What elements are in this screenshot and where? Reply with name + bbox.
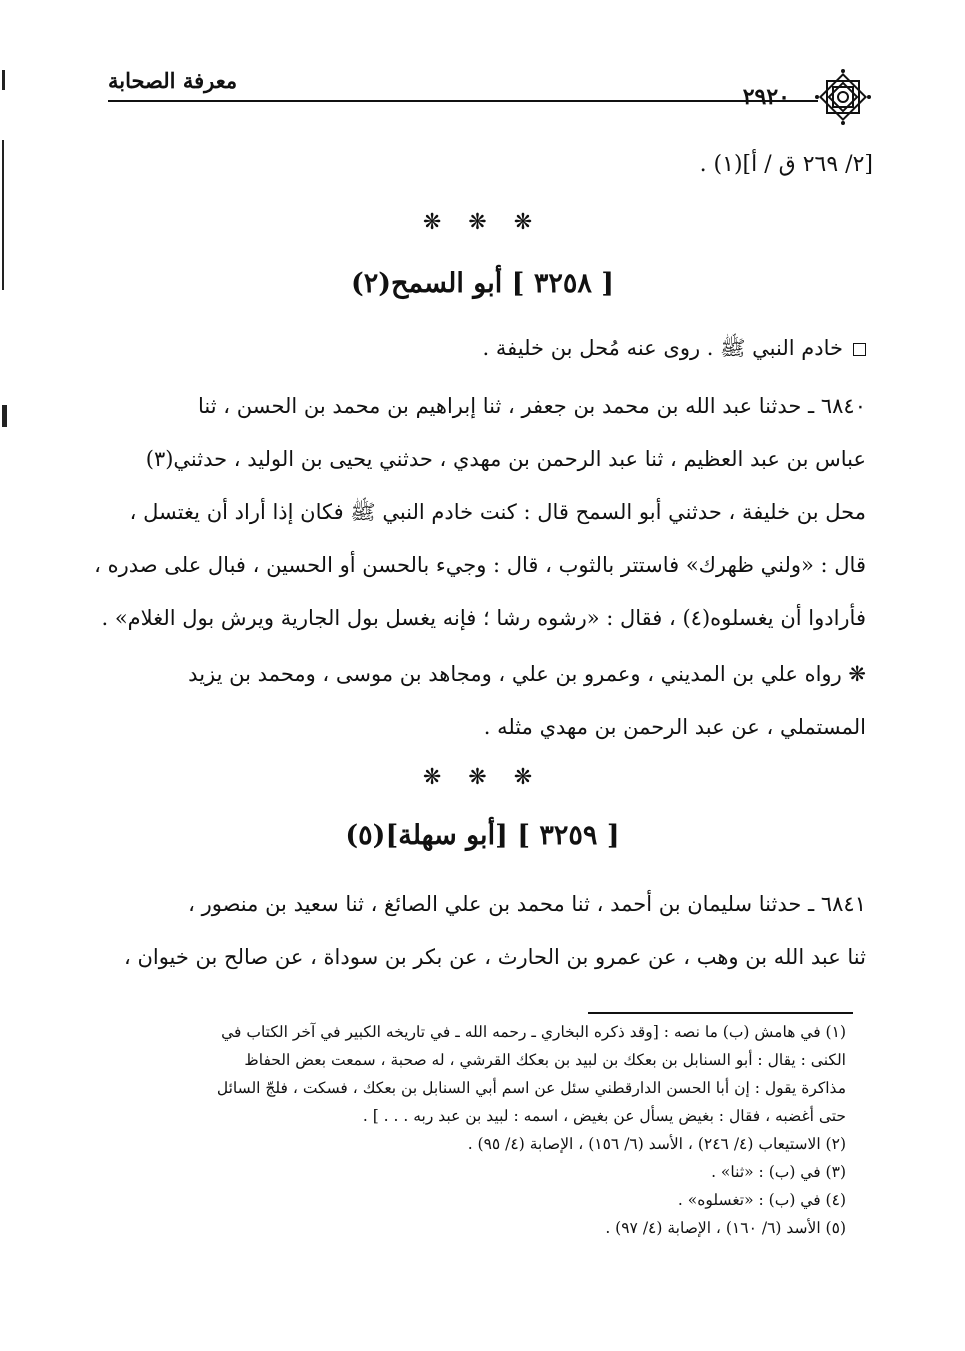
footnote-3 [94,1158,846,1186]
footnote-line: (٢) الاستيعاب (٤/ ٢٤٦) ، الأسد (٦/ ١٥٦) ، الإصابة (٤/ ٩٥) . [467,1135,846,1153]
text-line: المستملي ، عن عبد الرحمن بن مهدي مثله . [483,715,866,739]
section-separator: ❋ ❋ ❋ [422,210,543,235]
page-header [108,60,868,110]
footnote-2 [94,1130,846,1158]
section-separator: ❋ ❋ ❋ [422,765,543,790]
footnote-4 [94,1186,846,1214]
narration-note [92,648,866,754]
footnote-line: (٤) في (ب) : «تغسلوه» . [677,1191,846,1209]
footnote-line: (٣) في (ب) : «ثنا» . [711,1163,846,1181]
ornament-icon [814,68,872,126]
header-rule [108,100,818,102]
entry-heading-3258: [ ٣٢٥٨ ] أبو السمح(٢) [350,268,615,299]
footnote-line: الكنى : يقال : أبو السنابل بن بعكك بن لبيد بن بعكك القرشي ، له صحبة ، سمعت بعض الحفاظ [244,1051,846,1069]
manuscript-reference: [٢/ ٢٦٩ ق / أ](١) . [699,152,873,177]
hadith-6840 [92,380,866,645]
entry-heading-3259: [ ٣٢٥٩ ] [أبو سهلة](٥) [345,820,620,851]
text-line: قال : «ولني ظهرك» فاستتر بالثوب ، قال : وجيء بالحسن أو الحسين ، فبال على صدره ، [94,553,866,577]
footnotes [94,1018,846,1242]
intro-text: خادم النبي ﷺ . روى عنه مُحل بن خليفة . [482,336,843,360]
page-number: ٢٩٢٠ [742,84,790,110]
footnote-line: مذاكرة يقول : إن أبا الحسن الدارقطني سئل عن اسم أبي السنابل بن بعكك ، فسكت ، فلجّ السائل [216,1079,846,1097]
footnote-line: (٥) الأسد (٦/ ١٦٠) ، الإصابة (٤/ ٩٧) . [605,1219,846,1237]
running-title: معرفة الصحابة [108,68,238,93]
text-line: محل بن خليفة ، حدثني أبو السمح قال : كنت خادم النبي ﷺ فكان إذا أراد أن يغتسل ، [129,500,866,524]
text-line: عباس بن عبد العظيم ، ثنا عبد الرحمن بن مهدي ، حدثني يحيى بن الوليد ، حدثني(٣) [145,447,866,471]
text-line: فأرادوا أن يغسلوه(٤) ، فقال : «رشوه رشا ؛ فإنه يغسل بول الجارية ويرش بول الغلام» . [101,606,866,630]
entry-intro [92,322,866,375]
hadith-6841 [92,878,866,984]
footnote-line: (١) في هامش (ب) ما نصه : [وقد ذكره البخاري ـ رحمه الله ـ في تاريخه الكبير في آخر الكتاب في [221,1023,846,1041]
margin-scan-mark [2,405,7,427]
text-line: ثنا عبد الله بن وهب ، عن عمرو بن الحارث ، عن بكر بن سوداة ، عن صالح بن خيوان ، [123,945,866,969]
footnote-5 [94,1214,846,1242]
square-bullet-icon [853,343,866,356]
text-line: ❋ رواه علي بن المديني ، وعمرو بن علي ، ومجاهد بن موسى ، ومحمد بن يزيد [188,662,866,686]
text-line: ٦٨٤٠ ـ حدثنا عبد الله بن محمد بن جعفر ، ثنا إبراهيم بن محمد بن الحسن ، ثنا [198,394,866,418]
footnote-rule [588,1012,853,1014]
margin-scan-mark [2,70,5,90]
footnote-1 [94,1018,846,1130]
text-line: ٦٨٤١ ـ حدثنا سليمان بن أحمد ، ثنا محمد بن علي الصائغ ، ثنا سعيد بن منصور ، [188,892,866,916]
footnote-line: حتى أغضبه ، فقال : بغيض يسأل عن بغيض ، اسمه : لبيد بن عبد ربه . . . ] . [362,1107,846,1125]
